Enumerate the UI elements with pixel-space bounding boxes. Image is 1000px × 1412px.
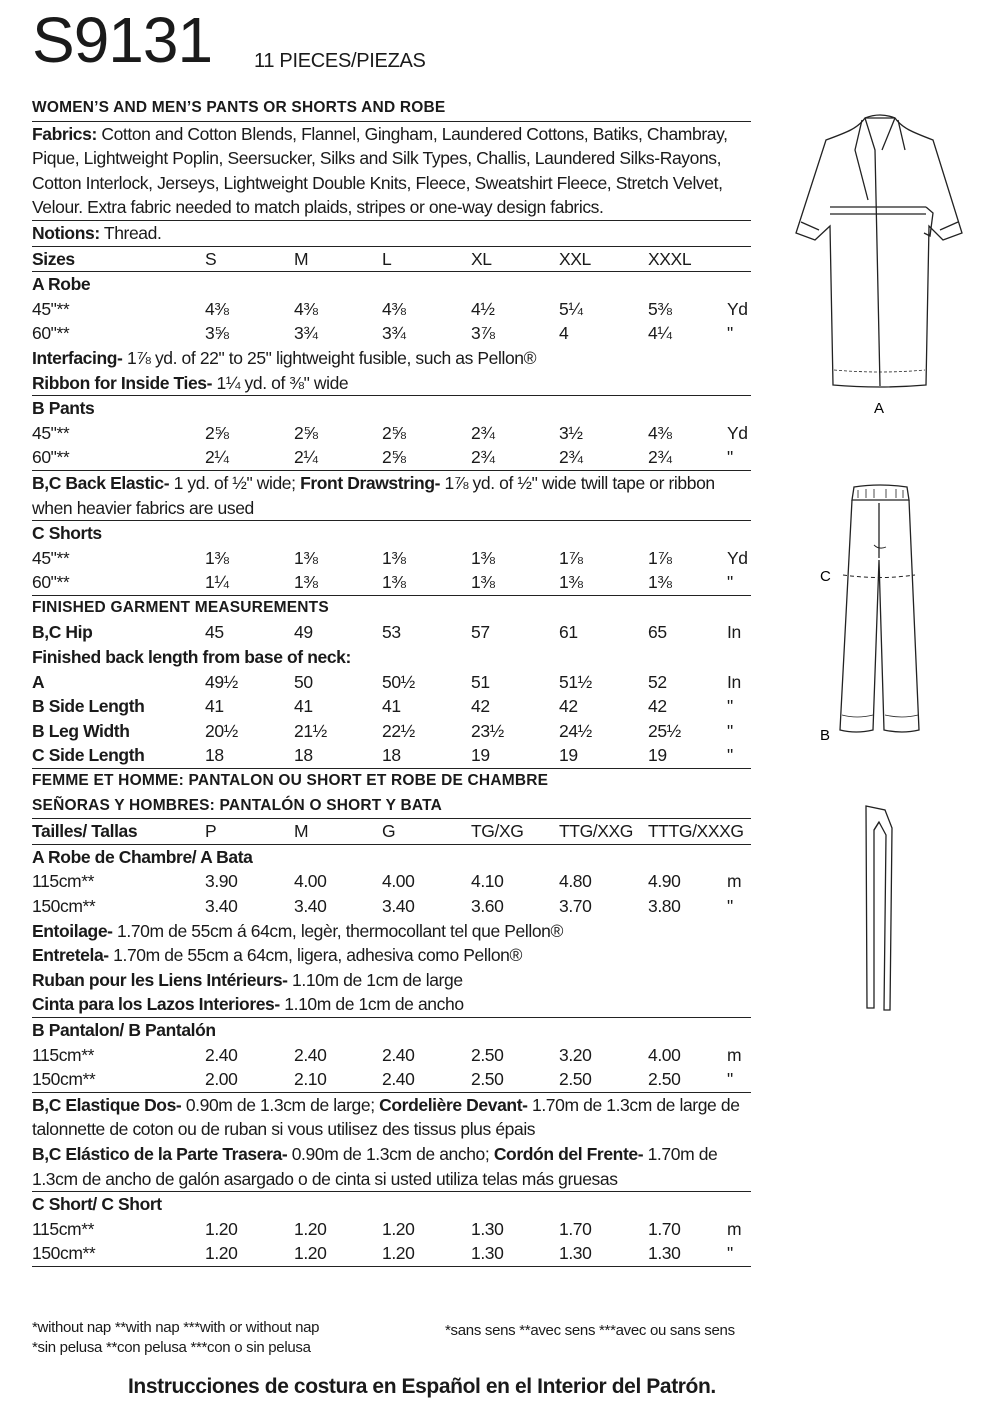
fabrics-line-2: Pique, Lightweight Poplin, Seersucker, Silks and Silk Types, Challis, Laundered Silks-Rayons, — [32, 148, 722, 169]
value-cell: 1⅞ — [648, 547, 672, 568]
value-cell: 41 — [205, 696, 224, 717]
value-cell: 57 — [471, 622, 490, 643]
value-cell: 53 — [382, 622, 401, 643]
value-cell: 4.90 — [648, 871, 681, 892]
value-cell: 1⅜ — [648, 572, 672, 593]
unit-cell: " — [727, 1069, 733, 1090]
value-cell: 3.20 — [559, 1044, 592, 1065]
value-cell: 2⅝ — [294, 422, 318, 443]
row-label: 45"** — [32, 298, 70, 319]
value-cell: 2¼ — [205, 447, 229, 468]
value-cell: 4.00 — [294, 871, 327, 892]
value-cell: 3¾ — [294, 323, 318, 344]
footnote-spanish: *sin pelusa **con pelusa ***con o sin pelusa — [32, 1339, 311, 1356]
value-cell: 3.80 — [648, 896, 681, 916]
unit-cell: Yd — [727, 298, 748, 319]
value-cell: 3.70 — [559, 896, 592, 916]
value-cell: 49 — [294, 622, 313, 643]
value-cell: 5¼ — [559, 298, 583, 319]
entretela-line: Entretela- 1.70m de 55cm a 64cm, ligera, adhesiva como Pellon® — [32, 945, 523, 966]
value-cell: TG/XG — [471, 821, 524, 842]
row-label: 60"** — [32, 323, 70, 344]
value-cell: XXL — [559, 248, 591, 269]
figure-label-c: C — [820, 568, 831, 585]
value-cell: 2.50 — [471, 1044, 504, 1065]
elastic-line-2: when heavier fabrics are used — [32, 496, 751, 522]
row-label: C Side Length — [32, 745, 145, 766]
row-label: 150cm** — [32, 1069, 96, 1090]
value-cell: 2.40 — [382, 1069, 415, 1090]
row-label: B Side Length — [32, 696, 145, 717]
value-cell: 1.20 — [382, 1243, 415, 1264]
unit-cell: " — [727, 447, 733, 468]
value-cell: 18 — [205, 745, 224, 766]
elastico-line: B,C Elástico de la Parte Trasera- 0.90m de 1.3cm de ancho; Cordón del Frente- 1.70m de — [32, 1143, 718, 1164]
value-cell: 1⅜ — [294, 547, 318, 568]
fabrics-line-3: Cotton Interlock, Jerseys, Lightweight Double Knits, Fleece, Sweatshirt Fleece, Stretch Velvet, — [32, 172, 723, 193]
value-cell: 2¾ — [559, 447, 583, 468]
value-cell: 49½ — [205, 671, 238, 692]
value-cell: 18 — [382, 745, 401, 766]
row-label: B Leg Width — [32, 720, 130, 741]
value-cell: 1.20 — [205, 1218, 238, 1239]
entoilage-line: Entoilage- 1.70m de 55cm á 64cm, legèr, thermocollant tel que Pellon® — [32, 920, 563, 941]
value-cell: 21½ — [294, 720, 327, 741]
robe-illustration-icon — [796, 115, 962, 387]
shorts-title: C Shorts — [32, 523, 102, 544]
value-cell: 1.20 — [382, 1218, 415, 1239]
value-cell: 3.40 — [382, 896, 415, 916]
french-title: FEMME ET HOMME: PANTALON OU SHORT ET ROBE DE CHAMBRE — [32, 772, 549, 790]
value-cell: 1.30 — [559, 1243, 592, 1264]
unit-cell: m — [727, 1218, 742, 1239]
row-label: Sizes — [32, 248, 75, 269]
shorts-metric-title: C Short/ C Short — [32, 1194, 162, 1215]
notions-line: Notions: Thread. — [32, 221, 751, 247]
value-cell: 42 — [559, 696, 578, 717]
value-cell: XXXL — [648, 248, 692, 269]
value-cell: 3.90 — [205, 871, 238, 892]
value-cell: 2⅝ — [382, 422, 406, 443]
value-cell: 4.10 — [471, 871, 504, 892]
value-cell: 2.50 — [471, 1069, 504, 1090]
value-cell: 2.40 — [205, 1044, 238, 1065]
value-cell: 1.30 — [471, 1243, 504, 1264]
value-cell: 3⅝ — [205, 323, 229, 344]
value-cell: 1⅜ — [559, 572, 583, 593]
value-cell: 2¾ — [471, 422, 495, 443]
value-cell: 19 — [559, 745, 578, 766]
elastico-line-2: 1.3cm de ancho de galón asargado o de cinta si usted utiliza telas más gruesas — [32, 1167, 751, 1193]
unit-cell: " — [727, 323, 733, 344]
value-cell: 4 — [559, 323, 569, 344]
unit-cell: " — [727, 696, 733, 717]
unit-cell: Yd — [727, 547, 748, 568]
english-title: WOMEN’S AND MEN’S PANTS OR SHORTS AND ROBE — [32, 96, 751, 122]
value-cell: 4⅜ — [382, 298, 406, 319]
value-cell: 1.20 — [294, 1243, 327, 1264]
value-cell: 2.50 — [559, 1069, 592, 1090]
value-cell: 2¾ — [648, 447, 672, 468]
value-cell: 1.20 — [205, 1243, 238, 1264]
value-cell: 42 — [648, 696, 667, 717]
value-cell: 1.70 — [648, 1218, 681, 1239]
value-cell: 4½ — [471, 298, 495, 319]
cinta-line: Cinta para los Lazos Interiores- 1.10m de 1cm de ancho — [32, 992, 751, 1018]
value-cell: 1⅞ — [559, 547, 583, 568]
unit-cell: m — [727, 871, 742, 892]
footnote-english: *without nap **with nap ***with or without nap — [32, 1319, 320, 1336]
value-cell: 1.30 — [648, 1243, 681, 1264]
value-cell: 4⅜ — [205, 298, 229, 319]
pattern-number: S9131 — [32, 4, 213, 76]
row-label: 45"** — [32, 422, 70, 443]
value-cell: 1¼ — [205, 572, 229, 593]
row-label: 115cm** — [32, 1044, 95, 1065]
value-cell: 5⅜ — [648, 298, 672, 319]
elastic-line: B,C Back Elastic- 1 yd. of ½" wide; Front Drawstring- 1⅞ yd. of ½" wide twill tape or ribbon — [32, 472, 715, 493]
row-label: 150cm** — [32, 896, 96, 916]
row-label: 60"** — [32, 447, 70, 468]
value-cell: 4.80 — [559, 871, 592, 892]
fabrics-line-4: Velour. Extra fabric needed to match plaids, stripes or one-way design fabrics. — [32, 195, 751, 221]
value-cell: 1⅜ — [382, 572, 406, 593]
unit-cell: " — [727, 1243, 733, 1264]
row-label: 115cm** — [32, 871, 95, 892]
robe-metric-title: A Robe de Chambre/ A Bata — [32, 846, 253, 867]
value-cell: 23½ — [471, 720, 504, 741]
value-cell: 1⅜ — [471, 547, 495, 568]
value-cell: 50 — [294, 671, 313, 692]
value-cell: TTG/XXG — [559, 821, 634, 842]
value-cell: 4⅜ — [648, 422, 672, 443]
elastique-line-2: talonnette de coton ou de ruban si vous utilisez des tissus plus épais — [32, 1119, 536, 1140]
belt-tie-illustration-icon — [866, 806, 892, 1010]
interfacing-line: Interfacing- 1⅞ yd. of 22" to 25" lightweight fusible, such as Pellon® — [32, 347, 537, 368]
value-cell: 51½ — [559, 671, 592, 692]
value-cell: 52 — [648, 671, 667, 692]
value-cell: M — [294, 821, 309, 842]
value-cell: 1.20 — [294, 1218, 327, 1239]
value-cell: 4.00 — [648, 1044, 681, 1065]
value-cell: 2.10 — [294, 1069, 327, 1090]
value-cell: 24½ — [559, 720, 592, 741]
value-cell: M — [294, 248, 309, 269]
value-cell: 3⅞ — [471, 323, 495, 344]
ruban-line: Ruban pour les Liens Intérieurs- 1.10m de 1cm de large — [32, 969, 463, 990]
value-cell: 22½ — [382, 720, 415, 741]
value-cell: 4¼ — [648, 323, 672, 344]
value-cell: 45 — [205, 622, 224, 643]
row-label: 60"** — [32, 572, 70, 593]
value-cell: 3¾ — [382, 323, 406, 344]
value-cell: 4⅜ — [294, 298, 318, 319]
value-cell: 1.70 — [559, 1218, 592, 1239]
value-cell: 2¾ — [471, 447, 495, 468]
row-label: 115cm** — [32, 1218, 95, 1239]
row-label: Tailles/ Tallas — [32, 821, 138, 842]
value-cell: 20½ — [205, 720, 238, 741]
value-cell: 19 — [471, 745, 490, 766]
pants-metric-title: B Pantalon/ B Pantalón — [32, 1019, 216, 1040]
robe-title: A Robe — [32, 274, 91, 295]
value-cell: 18 — [294, 745, 313, 766]
unit-cell: m — [727, 1044, 742, 1065]
value-cell: 1.30 — [471, 1218, 504, 1239]
pants-title: B Pants — [32, 398, 95, 419]
row-label: 45"** — [32, 547, 70, 568]
value-cell: 61 — [559, 622, 578, 643]
value-cell: 2⅝ — [382, 447, 406, 468]
value-cell: L — [382, 248, 392, 269]
value-cell: TTTG/XXXG — [648, 821, 744, 842]
value-cell: S — [205, 248, 217, 269]
row-label: B,C Hip — [32, 622, 93, 643]
value-cell: 1⅜ — [205, 547, 229, 568]
value-cell: P — [205, 821, 217, 842]
value-cell: XL — [471, 248, 492, 269]
value-cell: 3.40 — [294, 896, 327, 916]
value-cell: 25½ — [648, 720, 681, 741]
value-cell: 2.00 — [205, 1069, 238, 1090]
fabrics-line-1: Fabrics: Cotton and Cotton Blends, Flannel, Gingham, Laundered Cottons, Batiks, Chambray, — [32, 123, 728, 144]
elastique-line: B,C Elastique Dos- 0.90m de 1.3cm de large; Cordelière Devant- 1.70m de 1.3cm de large de — [32, 1094, 740, 1115]
ribbon-line: Ribbon for Inside Ties- 1¼ yd. of ⅜" wide — [32, 371, 751, 397]
value-cell: 1⅜ — [471, 572, 495, 593]
figure-label-a: A — [874, 400, 885, 417]
figure-label-b: B — [820, 727, 831, 744]
unit-cell: In — [727, 622, 741, 643]
footnote-french: *sans sens **avec sens ***avec ou sans sens — [445, 1322, 735, 1339]
value-cell: 1⅜ — [294, 572, 318, 593]
value-cell: 51 — [471, 671, 490, 692]
unit-cell: " — [727, 745, 733, 766]
value-cell: 2⅝ — [205, 422, 229, 443]
unit-cell: " — [727, 720, 733, 741]
unit-cell: Yd — [727, 422, 748, 443]
value-cell: 2¼ — [294, 447, 318, 468]
value-cell: 41 — [382, 696, 401, 717]
value-cell: 4.00 — [382, 871, 415, 892]
value-cell: 19 — [648, 745, 667, 766]
value-cell: G — [382, 821, 396, 842]
value-cell: 2.40 — [382, 1044, 415, 1065]
pieces-count: 11 PIECES/PIEZAS — [254, 50, 426, 72]
finished-title: FINISHED GARMENT MEASUREMENTS — [32, 598, 329, 616]
value-cell: 2.50 — [648, 1069, 681, 1090]
value-cell: 50½ — [382, 671, 415, 692]
value-cell: 1⅜ — [382, 547, 406, 568]
spanish-title: SEÑORAS Y HOMBRES: PANTALÓN O SHORT Y BATA — [32, 794, 751, 820]
unit-cell: " — [727, 572, 733, 593]
spanish-instructions-note: Instrucciones de costura en Español en el Interior del Patrón. — [128, 1375, 716, 1398]
row-label: 150cm** — [32, 1243, 96, 1264]
value-cell: 3.40 — [205, 896, 238, 916]
row-label: A — [32, 671, 45, 692]
value-cell: 3½ — [559, 422, 583, 443]
pants-illustration-icon — [840, 485, 919, 732]
unit-cell: " — [727, 896, 733, 916]
value-cell: 2.40 — [294, 1044, 327, 1065]
value-cell: 41 — [294, 696, 313, 717]
value-cell: 65 — [648, 622, 667, 643]
back-length-label: Finished back length from base of neck: — [32, 647, 351, 668]
unit-cell: In — [727, 671, 741, 692]
value-cell: 3.60 — [471, 896, 504, 916]
value-cell: 42 — [471, 696, 490, 717]
